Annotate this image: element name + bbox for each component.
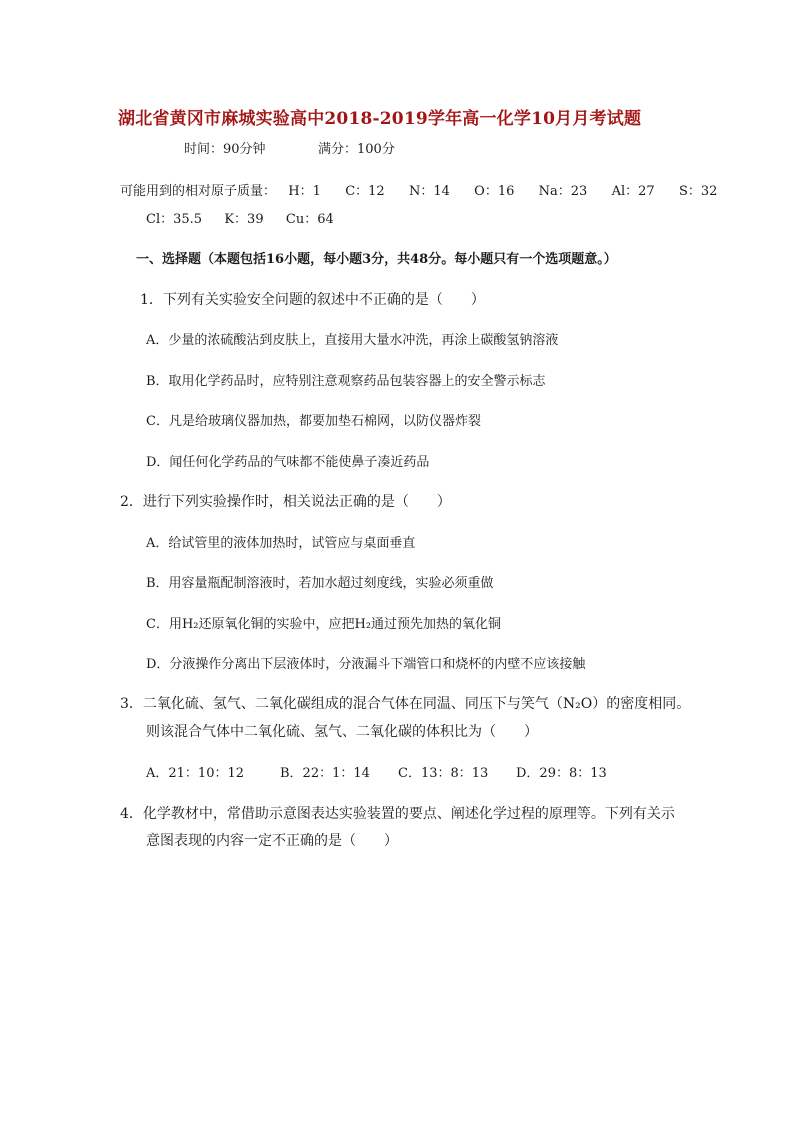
question-2-option-b: B．用容量瓶配制溶液时，若加水超过刻度线，实验必须重做: [146, 576, 494, 591]
question-2-option-c: C．用H₂还原氧化铜的实验中，应把H₂通过预先加热的氧化铜: [146, 617, 502, 632]
question-3-stem-line1: 3．二氧化硫、氢气、二氧化碳组成的混合气体在同温、同压下与笑气（N₂O）的密度相同。: [120, 696, 691, 712]
atomic-masses-line2: [146, 208, 334, 227]
atomic-mass-n: N：14: [408, 184, 450, 199]
atomic-mass-al: Al：27: [611, 184, 655, 199]
question-3-option-d: D．29：8：13: [516, 766, 607, 781]
question-1-option-b: B．取用化学药品时，应特别注意观察药品包装容器上的安全警示标志: [146, 374, 546, 389]
atomic-mass-s: S：32: [678, 184, 718, 199]
atomic-mass-cu: Cu：64: [285, 212, 334, 227]
question-1-option-c: C．凡是给玻璃仪器加热，都要加垫石棉网，以防仪器炸裂: [146, 414, 481, 429]
question-3-option-a: A．21：10：12: [146, 766, 245, 781]
atomic-mass-h: H：1: [288, 184, 321, 199]
question-2-option-a: A．给试管里的液体加热时，试管应与桌面垂直: [146, 536, 416, 551]
atomic-mass-na: Na：23: [538, 184, 588, 199]
atomic-mass-k: K：39: [224, 212, 264, 227]
section-heading: 一、选择题（本题包括16小题，每小题3分，共48分。每小题只有一个选项题意。）: [136, 252, 617, 267]
exam-score: 满分：100分: [318, 142, 395, 157]
question-2-option-d: D．分液操作分离出下层液体时，分液漏斗下端管口和烧杯的内壁不应该接触: [146, 657, 586, 672]
question-1-stem: 1．下列有关实验安全问题的叙述中不正确的是（ ）: [140, 292, 485, 308]
question-3-stem-line2: 则该混合气体中二氧化硫、氢气、二氧化碳的体积比为（ ）: [146, 724, 538, 740]
question-3-option-b: B．22：1：14: [280, 766, 370, 781]
question-4-stem-line2: 意图表现的内容一定不正确的是（ ）: [146, 833, 398, 849]
atomic-masses-line1: [120, 180, 717, 199]
question-3-option-c: C．13：8：13: [398, 766, 489, 781]
atomic-mass-cl: Cl：35.5: [146, 212, 203, 227]
question-2-stem: 2．进行下列实验操作时，相关说法正确的是（ ）: [120, 494, 451, 510]
question-4-stem-line1: 4．化学教材中，常借助示意图表达实验装置的要点、阐述化学过程的原理等。下列有关示: [120, 806, 675, 822]
question-1-option-d: D．闻任何化学药品的气味都不能使鼻子凑近药品: [146, 455, 430, 470]
atomic-mass-o: O：16: [474, 184, 515, 199]
page-title: 湖北省黄冈市麻城实验高中2018-2019学年高一化学10月月考试题: [118, 109, 642, 129]
exam-time: 时间：90分钟: [184, 142, 266, 157]
atomic-masses-label: 可能用到的相对原子质量：: [120, 184, 277, 199]
question-1-option-a: A．少量的浓硫酸沾到皮肤上，直接用大量水冲洗，再涂上碳酸氢钠溶液: [146, 333, 559, 348]
atomic-mass-c: C：12: [345, 184, 385, 199]
